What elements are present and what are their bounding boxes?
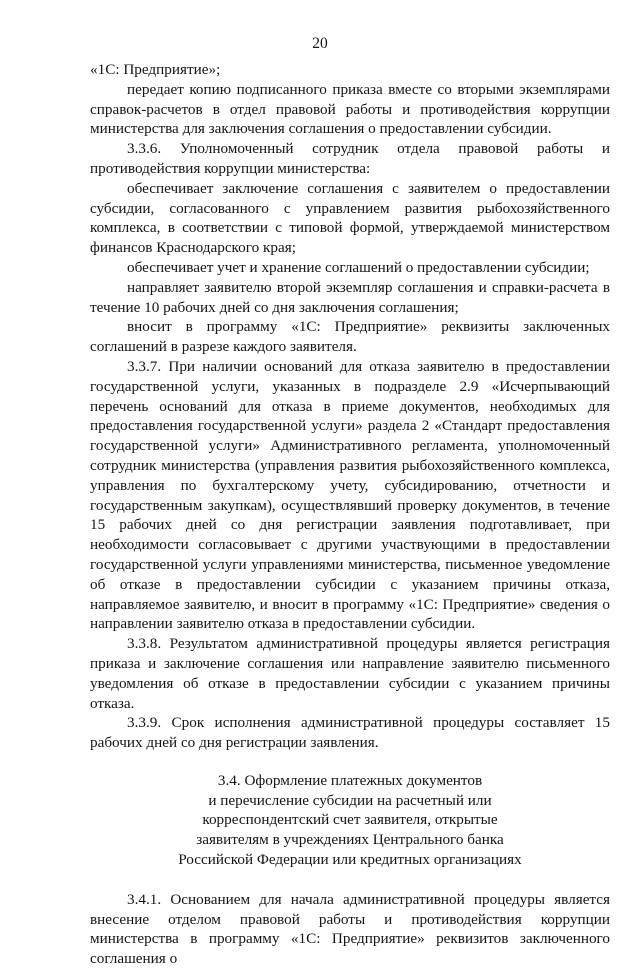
section-heading-line: и перечисление субсидии на расчетный или <box>208 791 492 809</box>
paragraphs-bottom <box>90 890 610 969</box>
paragraph: «1С: Предприятие»; <box>90 61 221 78</box>
section-heading-line: корреспондентский счет заявителя, открытые <box>202 811 498 829</box>
paragraph: 3.3.9. Срок исполнения административной процедуры составляет 15 рабочих дней со дня регистрации заявления. <box>90 714 610 752</box>
section-heading-line: Российской Федерации или кредитных организациях <box>178 851 522 869</box>
paragraph: 3.3.7. При наличии оснований для отказа заявителю в предоставлении государственной услуги, указанных в подразделе 2.9 «Исчерпывающий перечень оснований для отказа в приеме документов, необходимых для предоставления государственной услуги» раздела 2 «Стандарт предоставления государственной услуги» Административного регламента, уполномоченный сотрудник министерства (управления развития рыбохозяйственного комплекса, управления по бухгалтерскому учету, субсидированию, отчетности и государственным закупкам), осуществлявший проверку документов, в течение 15 рабочих дней со дня регистрации заявления подготавливает, при необходимости согласовывает с другими участвующими в предоставлении государственной услуги управлениями министерства, письменное уведомление об отказе в предоставлении субсидии с указанием причины отказа, направляемое заявителю, и вносит в программу «1С: Предприятие» сведения о направлении заявителю отказа в предоставлении субсидии. <box>90 357 610 633</box>
paragraph: 3.3.6. Уполномоченный сотрудник отдела правовой работы и противодействия коррупции министерства: <box>90 140 610 177</box>
section-heading-line: 3.4. Оформление платежных документов <box>217 771 483 789</box>
paragraph: 3.4.1. Основанием для начала административной процедуры является внесение отделом правовой работы и противодействия коррупции министерства в программу «1С: Предприятие» реквизитов заключенного соглашения о <box>90 890 610 968</box>
paragraph: передает копию подписанного приказа вместе со вторыми экземплярами справок-расчетов в отдел правовой работы и противодействия коррупции министерства для заключения соглашения о предоставлении субсидии. <box>90 80 610 138</box>
paragraph: обеспечивает заключение соглашения с заявителем о предоставлении субсидии, согласованного с управлением развития рыбохозяйственного комплекса, в соответствии с типовой формой, утверждаемой министерством финансов Краснодарского края; <box>90 179 610 257</box>
section-heading-line: заявителям в учреждениях Центрального банка <box>196 831 504 849</box>
paragraph: направляет заявителю второй экземпляр соглашения и справки-расчета в течение 10 рабочих дней со дня заключения соглашения; <box>90 278 610 316</box>
paragraph: вносит в программу «1С: Предприятие» реквизиты заключенных соглашений в разрезе каждого заявителя. <box>90 318 610 356</box>
document-body <box>90 60 610 969</box>
page-number: 20 <box>312 35 328 52</box>
paragraph: обеспечивает учет и хранение соглашений о предоставлении субсидии; <box>127 258 590 276</box>
paragraphs-top <box>90 60 610 753</box>
paragraph: 3.3.8. Результатом административной процедуры является регистрация приказа и заключение соглашения или направление заявителю письменного уведомления об отказе в предоставлении субсидии с указанием причины отказа. <box>90 635 610 712</box>
section-heading <box>90 771 610 870</box>
